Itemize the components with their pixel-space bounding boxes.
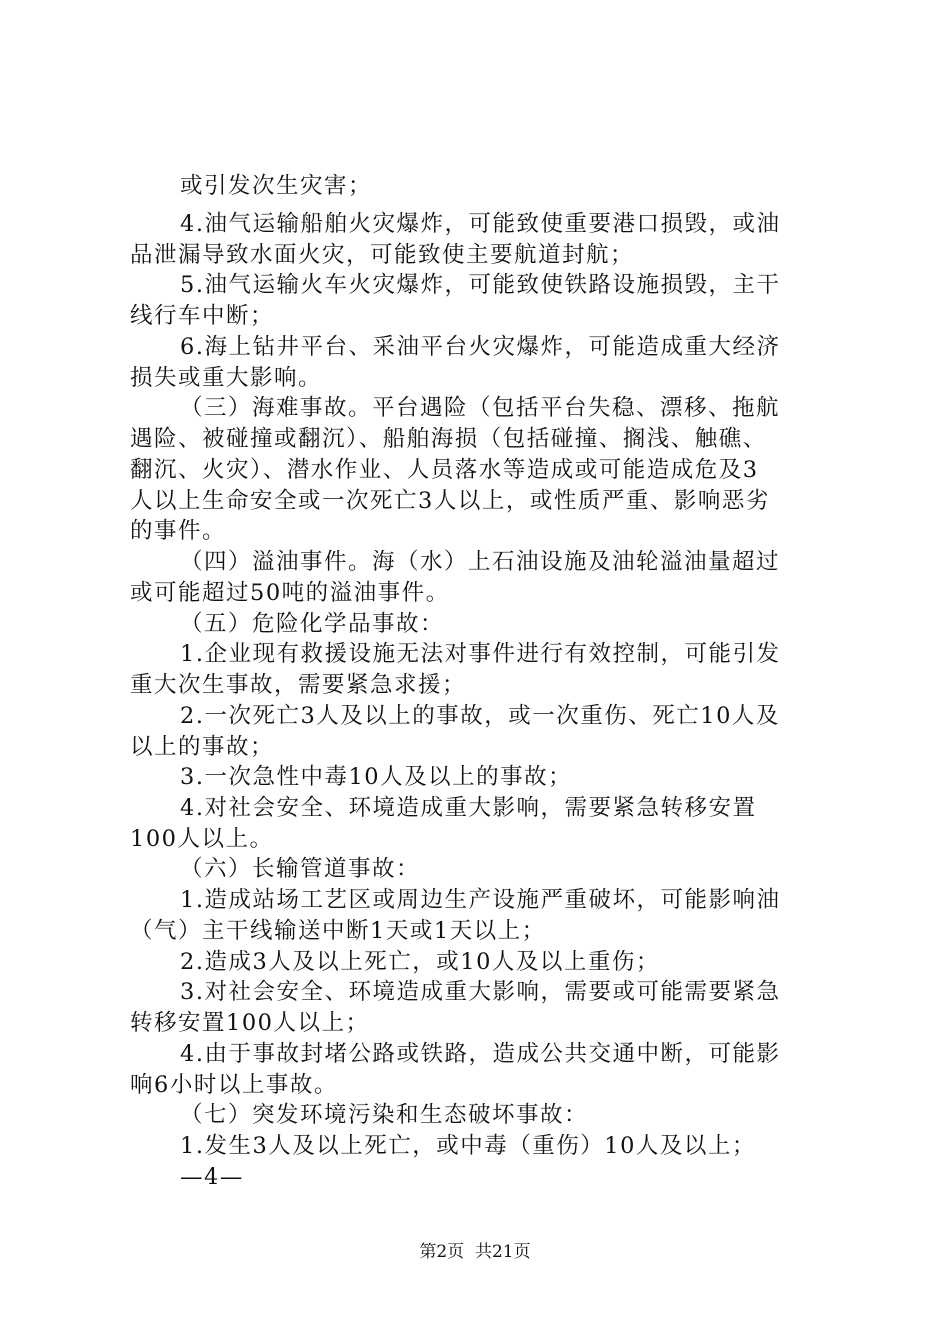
text-line: 5.油气运输火车火灾爆炸，可能致使铁路设施损毁，主干	[180, 272, 781, 298]
text-line: 损失或重大影响。	[130, 365, 323, 391]
page-number-inline: —4—	[180, 1164, 244, 1190]
text-line: 翻沉、火灾）、潜水作业、人员落水等造成或可能造成危及3	[130, 457, 759, 483]
text-line: （六）长输管道事故：	[180, 856, 421, 882]
text-line: 6.海上钻井平台、采油平台火灾爆炸，可能造成重大经济	[180, 334, 781, 360]
text-line: 的事件。	[130, 518, 227, 544]
text-line: 重大次生事故，需要紧急求援；	[130, 672, 467, 698]
text-line: 或可能超过50吨的溢油事件。	[130, 580, 450, 606]
text-line: （三）海难事故。平台遇险（包括平台失稳、漂移、拖航	[180, 395, 781, 421]
text-line: 2.造成3人及以上死亡，或10人及以上重伤；	[180, 949, 660, 975]
text-line: 品泄漏导致水面火灾，可能致使主要航道封航；	[130, 242, 635, 268]
text-line: 以上的事故；	[130, 734, 275, 760]
text-line: （七）突发环境污染和生态破坏事故：	[180, 1102, 589, 1128]
text-line: 遇险、被碰撞或翻沉）、船舶海损（包括碰撞、搁浅、触礁、	[130, 426, 767, 452]
text-line: 响6小时以上事故。	[130, 1072, 338, 1098]
text-line: 线行车中断；	[130, 303, 275, 329]
text-line: （气）主干线输送中断1天或1天以上；	[130, 918, 546, 944]
page-footer: 第2页 共21页	[419, 1242, 531, 1262]
text-line: 3.一次急性中毒10人及以上的事故；	[180, 764, 573, 790]
text-line: 1.发生3人及以上死亡，或中毒（重伤）10人及以上；	[180, 1133, 756, 1159]
text-line: 转移安置100人以上；	[130, 1010, 370, 1036]
text-line: 4.由于事故封堵公路或铁路，造成公共交通中断，可能影	[180, 1041, 781, 1067]
text-line: 或引发次生灾害；	[180, 173, 373, 199]
text-line: 4.对社会安全、环境造成重大影响，需要紧急转移安置	[180, 795, 757, 821]
text-line: （四）溢油事件。海（水）上石油设施及油轮溢油量超过	[180, 549, 781, 575]
text-line: 4.油气运输船舶火灾爆炸，可能致使重要港口损毁，或油	[180, 211, 781, 237]
text-line: 1.企业现有救援设施无法对事件进行有效控制，可能引发	[180, 641, 781, 667]
text-line: 人以上生命安全或一次死亡3人以上，或性质严重、影响恶劣	[130, 488, 770, 514]
text-line: 100人以上。	[130, 826, 274, 852]
text-line: 3.对社会安全、环境造成重大影响，需要或可能需要紧急	[180, 979, 781, 1005]
text-line: 2.一次死亡3人及以上的事故，或一次重伤、死亡10人及	[180, 703, 780, 729]
text-line: （五）危险化学品事故：	[180, 611, 445, 637]
text-line: 1.造成站场工艺区或周边生产设施严重破坏，可能影响油	[180, 887, 781, 913]
